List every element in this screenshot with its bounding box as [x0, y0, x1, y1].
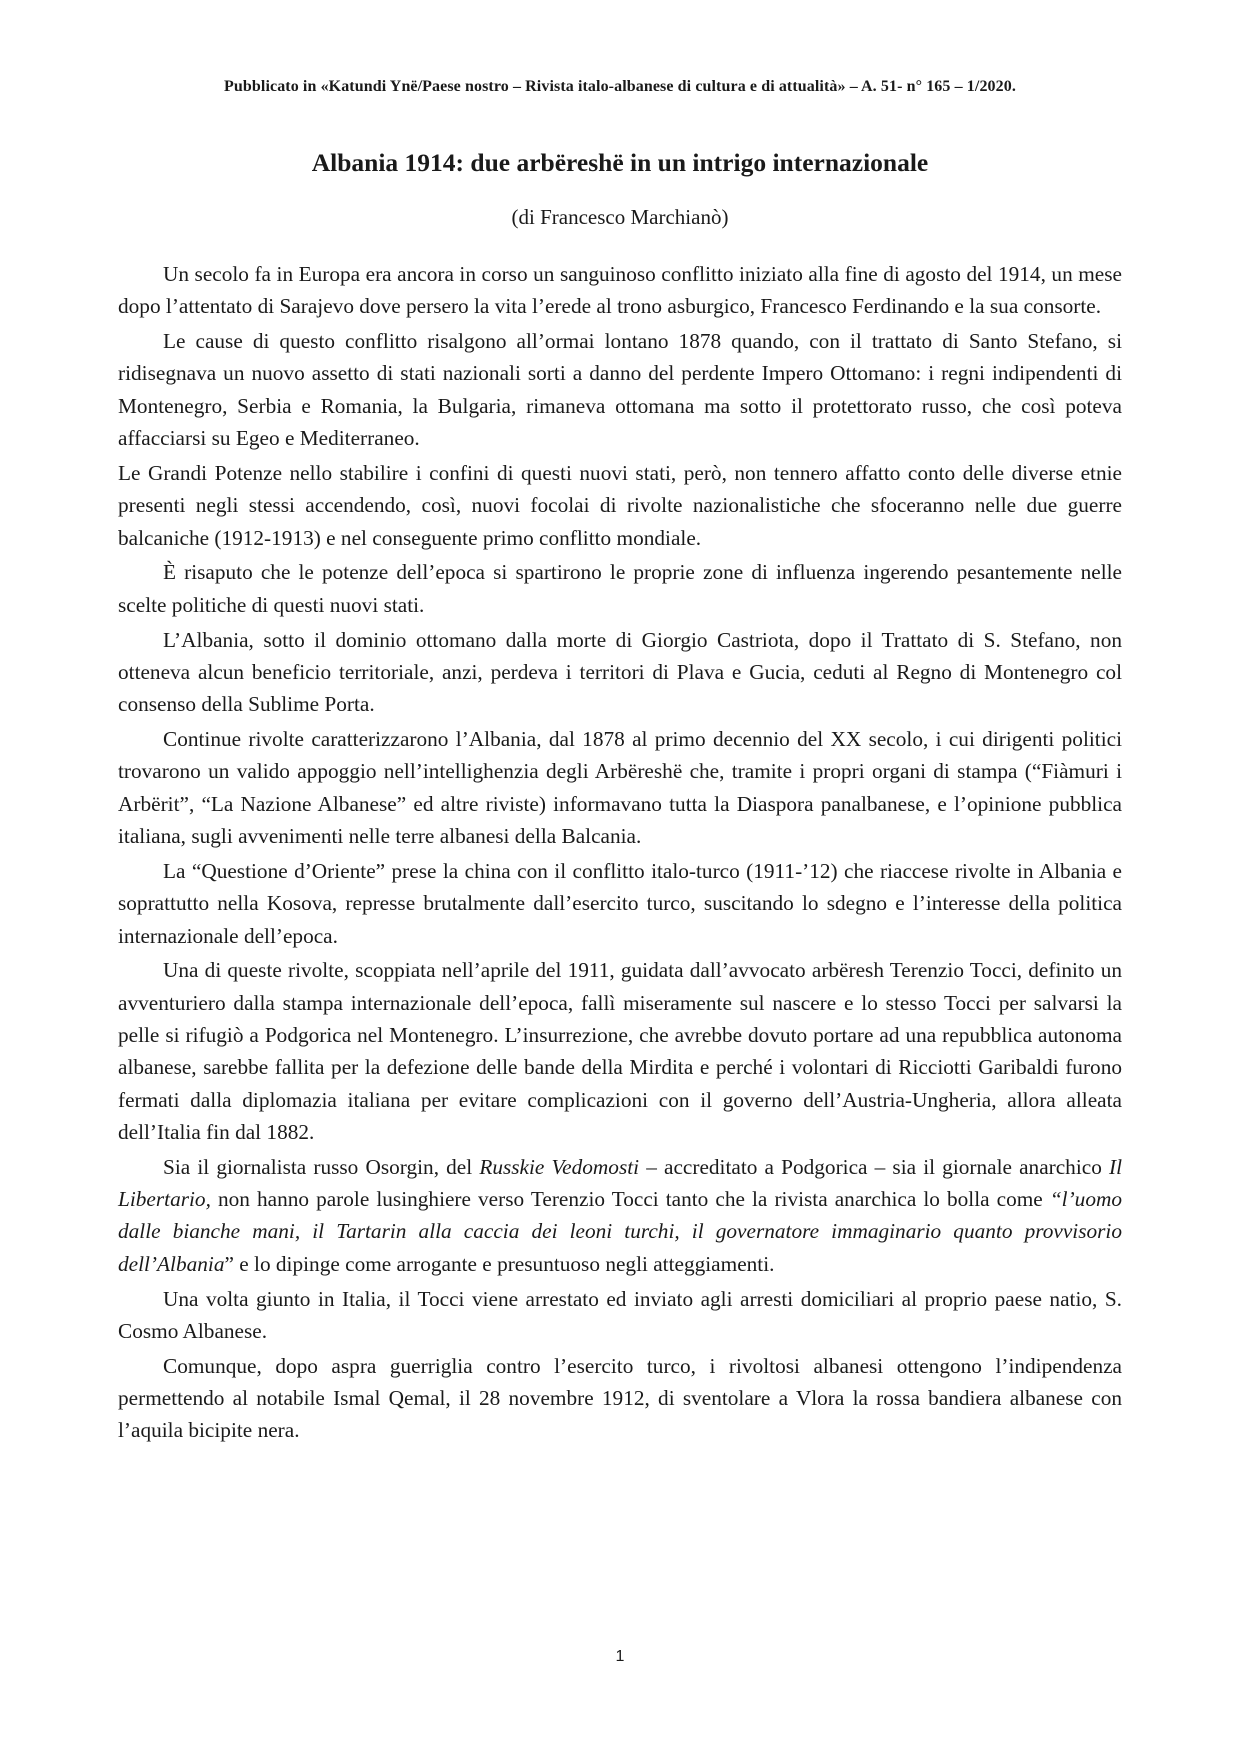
- paragraph: La “Questione d’Oriente” prese la china con il conflitto italo-turco (1911-’12) che riaccese rivolte in Albania e soprattutto nella Kosova, represse brutalmente dall’esercito turco, suscitando lo sdegno e l’interesse della politica internazionale dell’epoca.: [118, 858, 1122, 948]
- article-title: Albania 1914: due arbëreshë in un intrigo internazionale: [311, 148, 929, 177]
- newspaper-name: Il Libertario,: [118, 1154, 1123, 1212]
- publication-header: Pubblicato in «Katundi Ynë/Paese nostro – Rivista italo-albanese di cultura e di attualità» – A. 51- n° 165 – 1/2020.: [224, 78, 1016, 95]
- newspaper-name: Russkie Vedomosti: [479, 1154, 640, 1179]
- article-author: (di Francesco Marchianò): [511, 205, 729, 229]
- paragraph: Continue rivolte caratterizzarono l’Albania, dal 1878 al primo decennio del XX secolo, i cui dirigenti politici trovarono un valido appoggio nell’intellighenzia degli Arbëreshë che, tramite i propri organi di stampa (“Fiàmuri i Arbërit”, “La Nazione Albanese” ed altre riviste) informavano tutta la Diaspora panalbanese, e l’opinione pubblica italiana, sugli avvenimenti nelle terre albanesi della Balcania.: [118, 727, 1122, 849]
- quotation: “l’uomo dalle bianche mani, il Tartarin alla caccia dei leoni turchi, il governatore immaginario quanto provvisorio dell’Albania: [118, 1187, 1122, 1276]
- page-number: 1: [615, 1648, 625, 1665]
- paragraph: L’Albania, sotto il dominio ottomano dalla morte di Giorgio Castriota, dopo il Trattato di S. Stefano, non otteneva alcun beneficio territoriale, anzi, perdeva i territori di Plava e Gucia, ceduti al Regno di Montenegro col consenso della Sublime Porta.: [118, 627, 1122, 717]
- paragraph: Le cause di questo conflitto risalgono all’ormai lontano 1878 quando, con il trattato di Santo Stefano, si ridisegnava un nuovo assetto di stati nazionali sorti a danno del perdente Impero Ottomano: i regni indipendenti di Montenegro, Serbia e Romania, la Bulgaria, rimaneva ottomana ma sotto il protettorato russo, che così poteva affacciarsi su Egeo e Mediterraneo.: [118, 329, 1122, 451]
- paragraph: Un secolo fa in Europa era ancora in corso un sanguinoso conflitto iniziato alla fine di agosto del 1914, un mese dopo l’attentato di Sarajevo dove persero la vita l’erede al trono asburgico, Francesco Ferdinando e la sua consorte.: [118, 262, 1122, 319]
- paragraph: Una di queste rivolte, scoppiata nell’aprile del 1911, guidata dall’avvocato arbëresh Terenzio Tocci, definito un avventuriero dalla stampa internazionale dell’epoca, fallì miseramente sul nascere e lo stesso Tocci per salvarsi la pelle si rifugiò a Podgorica nel Montenegro. L’insurrezione, che avrebbe dovuto portare ad una repubblica autonoma albanese, sarebbe fallita per la defezione delle bande della Mirdita e perché i volontari di Ricciotti Garibaldi furono fermati dalla diplomazia italiana per evitare complicazioni con il governo dell’Austria-Ungheria, allora alleata dell’Italia fin dal 1882.: [118, 958, 1122, 1144]
- article-body: [118, 258, 1122, 1449]
- text-run: non hanno parole lusinghiere verso Terenzio Tocci tanto che la rivista anarchica lo bolla come: [210, 1187, 1050, 1212]
- text-run: ” e lo dipinge come arrogante e presuntuoso negli atteggiamenti.: [224, 1251, 775, 1276]
- text-run: Sia il giornalista russo Osorgin, del: [163, 1154, 480, 1179]
- text-run: – accreditato a Podgorica – sia il giornale anarchico: [639, 1154, 1109, 1179]
- document-page: [118, 0, 1122, 1754]
- paragraph-osorgin: [118, 1151, 1122, 1280]
- paragraph: Comunque, dopo aspra guerriglia contro l’esercito turco, i rivoltosi albanesi ottengono l’indipendenza permettendo al notabile Ismal Qemal, il 28 novembre 1912, di sventolare a Vlora la rossa bandiera albanese con l’aquila bicipite nera.: [118, 1353, 1122, 1443]
- paragraph: Una volta giunto in Italia, il Tocci viene arrestato ed inviato agli arresti domiciliari al proprio paese natio, S. Cosmo Albanese.: [118, 1286, 1122, 1343]
- paragraph: Le Grandi Potenze nello stabilire i confini di questi nuovi stati, però, non tennero affatto conto delle diverse etnie presenti negli stessi accendendo, così, nuovi focolai di rivolte nazionalistiche che sfoceranno nelle due guerre balcaniche (1912-1913) e nel conseguente primo conflitto mondiale.: [118, 460, 1122, 550]
- paragraph: È risaputo che le potenze dell’epoca si spartirono le proprie zone di influenza ingerendo pesantemente nelle scelte politiche di questi nuovi stati.: [118, 560, 1122, 617]
